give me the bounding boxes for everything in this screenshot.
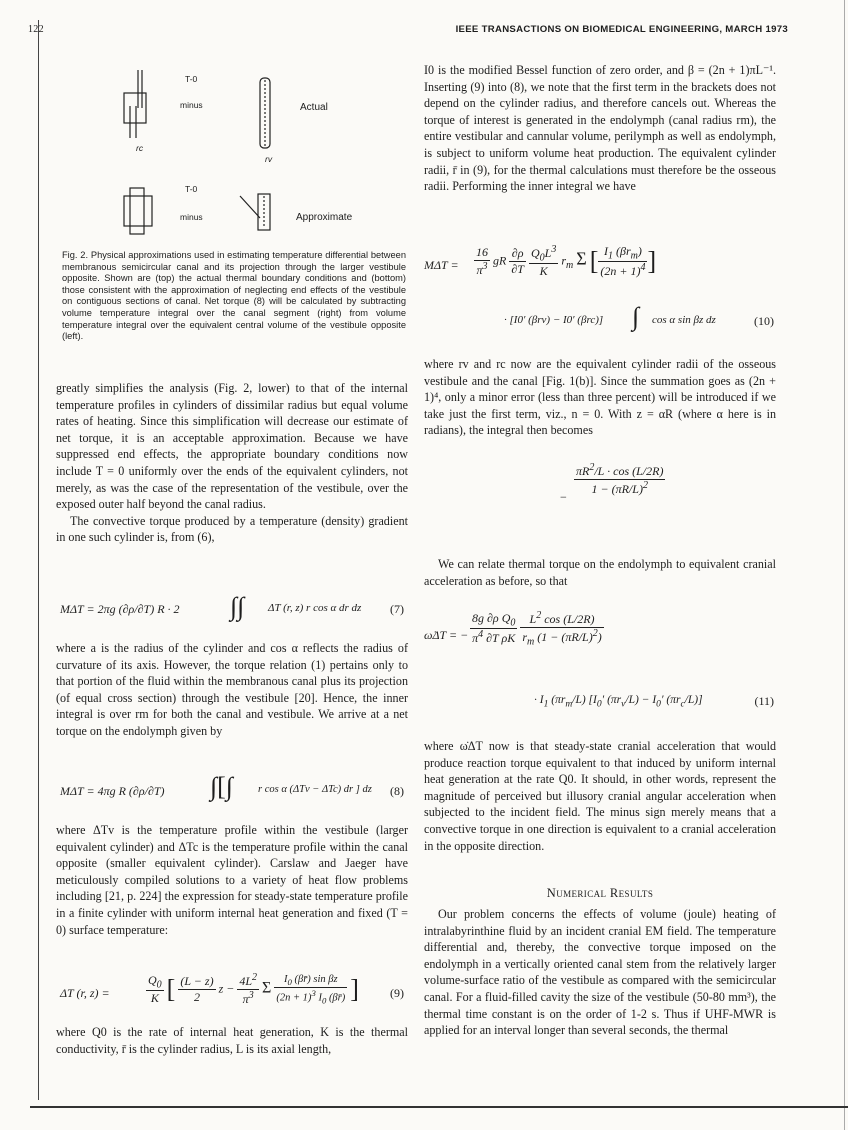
equation-8-rhs: r cos α (ΔTv − ΔTc) dr ] dz [258, 784, 372, 795]
right-paragraph-5: Our problem concerns the effects of volume (joule) heating of intralabyrinthine fluid by an incident cranial EM field. The temperature differential and, thereby, the convective torque imposed on the endolymph in a vertically oriented canal stem from the relatively larger volume-surface ratio of the vestibule as compared with the semicircular canal. For a fluid-filled cavity the size of the vestibule (50-80 mm³), the thermal time constant is on the order of 1-2 s. Thus if UHF-MWR is applied for an interval longer than several seconds, the thermal [424, 907, 776, 1038]
right-column-block-5 [424, 906, 776, 1039]
equation-11-lhs: ω̇ΔT = − [424, 628, 469, 642]
right-paragraph-3: We can relate thermal torque on the endolymph to equivalent cranial acceleration as before, so that [424, 557, 776, 588]
equation-9 [60, 970, 406, 1020]
left-paragraph-1: greatly simplifies the analysis (Fig. 2, lower) to that of the internal temperature profiles in cylinders of dissimilar radius but equal volume rates of heating. Since this simplification will decrease our estimate of net torque, it is an acceptable approximation. Because we have suppressed end effects, the appropriate boundary conditions now include T = 0 uniformly over the ends of the equivalent cylinders, not merely, as was the case of the representation of the vestibule, over the exposed outer half beyond the canal radius. [56, 381, 408, 512]
left-column-block-2 [56, 640, 408, 740]
equation-9-rhs: $\frac{Q_0}{K}$ [ $\frac{(L - z)}{2}$ z − $\frac{4L^2}{\pi^3}$ Σ $\frac{I_0 (\beta r̄) \sin \beta z}{(2n + 1)^3 I_0 (\beta r̄)}$ ] [148, 972, 359, 1006]
left-paragraph-4: where ΔTv is the temperature profile within the vestibule (larger equivalent cylinder) and ΔTc is the temperature profile within the canal opposite (smaller equivalent cylinder). Carslaw and Jaeger have meticulously compiled solutions to a variety of heat flow problems including [21, p. 224] the expression for steady-state temperature profile in a finite cylinder with uniform internal heat generation and fixed (T = 0) surface temperature: [56, 823, 408, 937]
journal-header: IEEE TRANSACTIONS ON BIOMEDICAL ENGINEERING, MARCH 1973 [455, 24, 788, 35]
figure-label-minus-bottom: minus [180, 212, 203, 222]
scan-edge-line [844, 0, 845, 1130]
equation-10 [424, 240, 776, 350]
figure-2-diagram [100, 58, 400, 238]
figure-2-caption: Fig. 2. Physical approximations used in estimating temperature differential between membranous semicircular canal and its projection through the larger vestibule opposite. Shown are (top) the actual thermal boundary conditions and (bottom) those consistent with the approximation of neglecting end effects of the vestibule on contiguous sections of canal. Net torque (8) will be calculated by subtracting volume temperature integral over the canal segment (right) from volume temperature integral over the equivalent central volume of the vestibule opposite (left). [62, 250, 406, 342]
right-column-block-4 [424, 738, 776, 854]
left-column-block-3 [56, 822, 408, 938]
equation-11-line2: · $I_1$ $(\pi r_m/L)$ [$I_0'$ $(\pi r_v/L) - I_0'$ $(\pi r_c/L)$] [534, 694, 703, 710]
equation-7-rhs: ΔT (r, z) r cos α dr dz [268, 602, 362, 614]
scan-margin-line [38, 20, 39, 1100]
left-paragraph-5: where Q0 is the rate of internal heat generation, K is the thermal conductivity, r̄ is the cylinder radius, L is its axial length, [56, 1025, 408, 1056]
equation-10-lhs: MΔT = [424, 258, 459, 272]
equation-9-lhs: ΔT (r, z) = [60, 986, 110, 1000]
right-paragraph-2: where rv and rc now are the equivalent cylinder radii of the osseous vestibule and the canal [Fig. 1(b)]. Since the summation goes as (2n + 1)⁴, only a minor error (less than three percent) will be introduced if we take just the first term, viz., n = 0. With z = αR (where α here is in radians), the integral then becomes [424, 357, 776, 438]
equation-10-number: (10) [754, 314, 774, 328]
equation-9-number: (9) [390, 986, 404, 1000]
right-column-block-3 [424, 556, 776, 589]
equation-7 [60, 592, 406, 636]
right-paragraph-1: I0 is the modified Bessel function of zero order, and β = (2n + 1)πL⁻¹. Inserting (9) into (8), we note that the first term in the brackets does not depend on the cylinder radius, and therefore cancels out. Whereas the torque of interest is generated in the endolymph (canal radius rm), the entire vestibular and cannular volume, perilymph as well as endolymph, is subject to uniform volume heat production. The equivalent cylinder radii, r̄ in (9), for the thermal calculations must therefore be the osseous radii. Performing the inner integral we have [424, 63, 776, 194]
equation-11-number: (11) [754, 694, 774, 708]
equation-11 [424, 606, 776, 730]
equation-8-lhs: MΔT = 4πg R (∂ρ/∂T) [60, 784, 165, 798]
equation-integral-result: − $\frac{\pi R^2/L \cdot \cos (L/2R)}{1 - (\pi R/L)^2}$ [560, 462, 664, 504]
left-column-block-1 [56, 380, 408, 546]
figure-label-t0-top: T-0 [185, 74, 198, 84]
equation-8-number: (8) [390, 784, 404, 798]
figure-label-approximate: Approximate [296, 212, 353, 223]
figure-label-rc: rc [136, 143, 144, 153]
integral-sign-icon: ∫[∫ [210, 772, 233, 801]
left-paragraph-3: where a is the radius of the cylinder and cos α reflects the radius of curvature of its axis. However, the torque relation (1) pertains only to that portion of the fluid within the membranous canal plus its projection (of equal cross section) through the vestibule [20]. Hence, the inner integral is over rm for both the canal and vestibule. We arrive at a net torque on the endolymph given by [56, 641, 408, 738]
left-column-block-4 [56, 1024, 408, 1057]
figure-label-t0-bottom: T-0 [185, 184, 198, 194]
scan-bottom-line [30, 1106, 848, 1108]
equation-11-factor: $\frac{8g \partial\rho Q_0}{\pi^4 \partial T \rho K}$ $\frac{L^2 \cos (L/2R)}{r_m (1 - (\pi R/L)^2)}$ [472, 610, 602, 648]
equation-7-lhs: MΔT = 2πg (∂ρ/∂T) R · 2 [60, 602, 180, 616]
equation-10-integrand: cos α sin βz dz [652, 314, 716, 326]
integral-sign-icon: ∫∫ [230, 592, 245, 621]
equation-8 [60, 770, 406, 816]
figure-label-rv: rv [265, 154, 273, 164]
right-paragraph-4: where ω̇ΔT now is that steady-state cranial acceleration that would produce reaction torque equivalent to that induced by uniform internal heat generation at the rate Q0. It should, in other words, represent the magnitude of perceived but illusory cranial angular acceleration when subjected to the incident field. The minus sign merely means that a convective torque in one direction is equivalent to a cranial acceleration in the opposite direction. [424, 739, 776, 853]
integral-sign-icon: ∫ [632, 302, 640, 331]
section-heading-numerical-results: Numerical Results [546, 886, 654, 900]
page-number: 122 [28, 24, 44, 35]
equation-7-number: (7) [390, 602, 404, 616]
equation-10-factor: $\frac{16}{\pi^3}$ gR $\frac{\partial\rho}{\partial T}$ $\frac{Q_0L^3}{K}$ $r_m$ Σ [ $\frac{I_1 (\beta r_m)}{(2n + 1)^4}$ ] [476, 244, 657, 279]
figure-label-actual: Actual [300, 102, 328, 113]
left-paragraph-2: The convective torque produced by a temperature (density) gradient in one such cylinder is, from (6), [56, 513, 408, 545]
figure-label-minus-top: minus [180, 100, 203, 110]
right-column-block-2 [424, 356, 776, 439]
equation-10-line2: · [I0′ (βrv) − I0′ (βrc)] [504, 314, 604, 326]
right-column-block-1 [424, 62, 776, 195]
